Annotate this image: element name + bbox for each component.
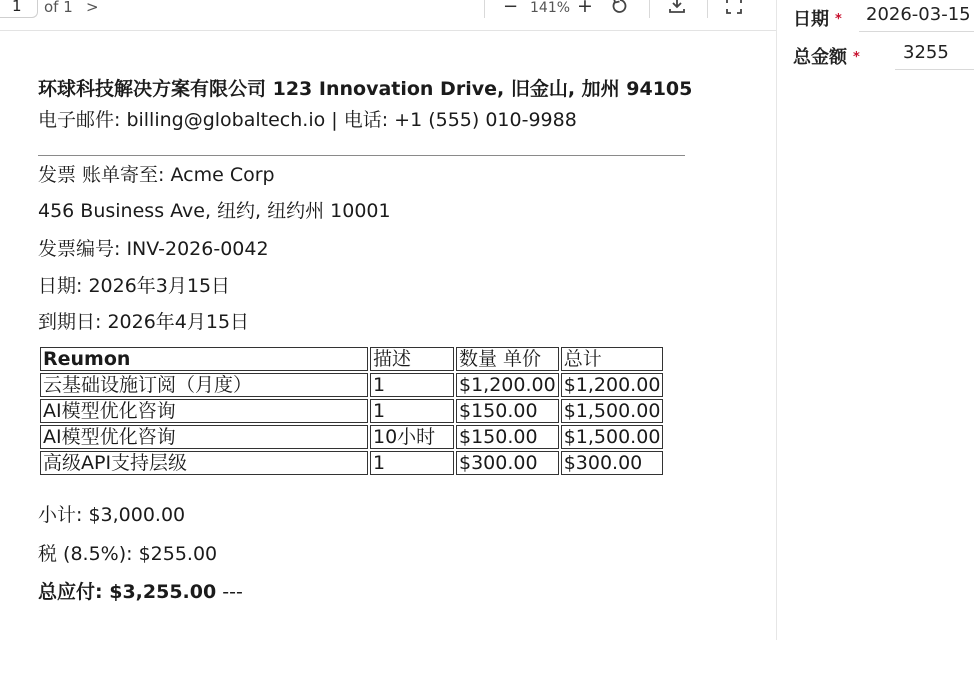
zoom-in-button[interactable]: + <box>577 0 593 17</box>
toolbar-divider <box>649 0 650 18</box>
toolbar-divider <box>484 0 485 18</box>
invoice-date: 日期: 2026年3月15日 <box>38 275 231 297</box>
table-cell: $300.00 <box>456 451 559 475</box>
table-row <box>40 425 663 449</box>
total-due <box>38 577 243 604</box>
table-header-row <box>40 347 663 371</box>
fullscreen-icon[interactable] <box>726 0 742 18</box>
next-page-button[interactable]: > <box>86 0 99 16</box>
page-count-label: of 1 <box>44 0 73 16</box>
total-value: $3,255.00 <box>109 581 217 603</box>
table-cell: 1 <box>370 373 454 397</box>
table-row <box>40 373 663 397</box>
company-line: 环球科技解决方案有限公司 123 Innovation Drive, 旧金山, 加州 94105 <box>38 78 693 100</box>
zoom-level-label[interactable]: 141% <box>530 0 571 16</box>
table-cell: 高级API支持层级 <box>40 451 368 475</box>
table-cell: AI模型优化咨询 <box>40 425 368 449</box>
date-field-label: 日期 * <box>793 9 842 30</box>
total-suffix: --- <box>216 581 243 603</box>
table-cell: $150.00 <box>456 425 559 449</box>
invoice-number: 发票编号: INV-2026-0042 <box>38 238 269 260</box>
required-marker: * <box>835 12 842 27</box>
total-label: 总应付: <box>38 581 110 603</box>
line-items-table <box>38 345 665 477</box>
rotate-icon[interactable] <box>611 0 629 19</box>
table-cell: $1,500.00 <box>561 399 664 423</box>
zoom-out-button[interactable]: − <box>503 0 519 17</box>
pdf-toolbar <box>0 0 776 31</box>
bill-to: 发票 账单寄至: Acme Corp <box>38 164 275 186</box>
tax: 税 (8.5%): $255.00 <box>38 543 218 565</box>
divider <box>38 155 685 156</box>
column-header: Reumon <box>40 347 368 371</box>
table-cell: 1 <box>370 399 454 423</box>
page-number-input[interactable]: 1 <box>0 0 38 18</box>
subtotal: 小计: $3,000.00 <box>38 504 186 526</box>
extraction-form-panel <box>776 0 974 640</box>
table-cell: $1,200.00 <box>456 373 559 397</box>
required-marker: * <box>853 50 860 65</box>
amount-field[interactable]: 3255 <box>895 36 974 70</box>
column-header: 描述 <box>370 347 454 371</box>
table-cell: $300.00 <box>561 451 664 475</box>
download-icon[interactable] <box>668 0 686 19</box>
date-field[interactable]: 2026-03-15 <box>859 0 974 32</box>
table-cell: 10小时 <box>370 425 454 449</box>
column-header: 总计 <box>561 347 664 371</box>
table-cell: $1,200.00 <box>561 373 664 397</box>
table-cell: $150.00 <box>456 399 559 423</box>
address: 456 Business Ave, 纽约, 纽约州 10001 <box>38 200 391 222</box>
table-cell: 云基础设施订阅（月度） <box>40 373 368 397</box>
column-header: 数量 单价 <box>456 347 559 371</box>
table-cell: 1 <box>370 451 454 475</box>
contact-line: 电子邮件: billing@globaltech.io | 电话: +1 (555) 010-9988 <box>38 109 577 131</box>
table-row <box>40 451 663 475</box>
due-date: 到期日: 2026年4月15日 <box>38 311 250 333</box>
table-row <box>40 399 663 423</box>
toolbar-divider <box>707 0 708 18</box>
table-cell: $1,500.00 <box>561 425 664 449</box>
table-cell: AI模型优化咨询 <box>40 399 368 423</box>
amount-field-label: 总金额 * <box>793 47 860 68</box>
